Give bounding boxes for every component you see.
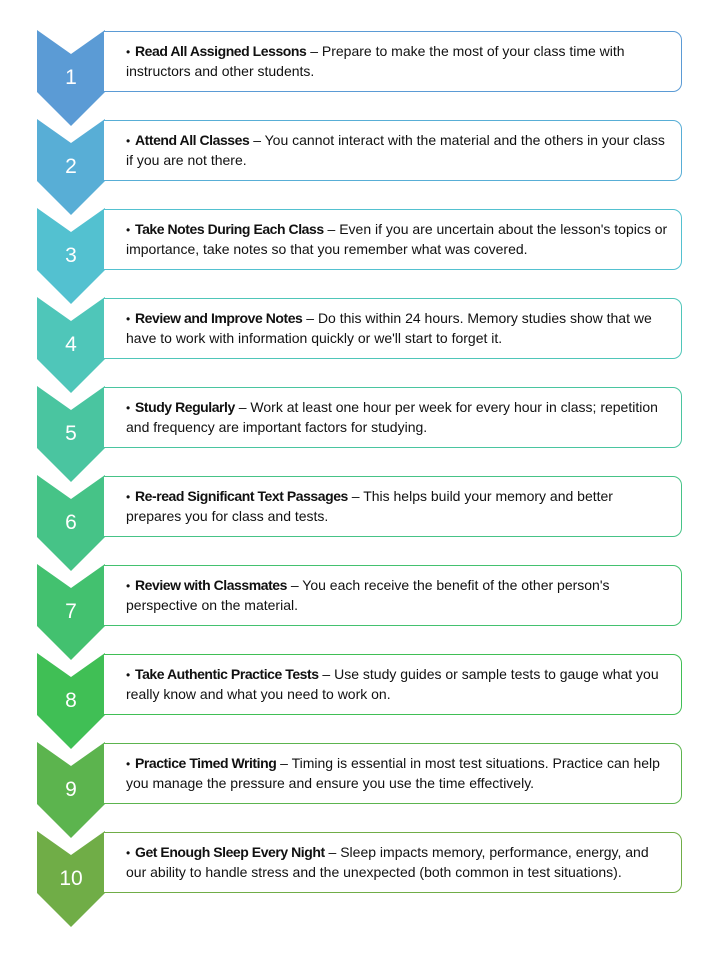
step-card xyxy=(104,832,682,893)
bullet-icon: • xyxy=(126,312,131,326)
step-title: Get Enough Sleep Every Night xyxy=(135,844,325,860)
step-number: 4 xyxy=(65,333,77,356)
step-text: – Prepare to make the most of your class time with instructors and other students. xyxy=(126,43,625,79)
step-title: Read All Assigned Lessons xyxy=(135,43,307,59)
step-10 xyxy=(0,831,720,920)
step-number: 6 xyxy=(65,511,77,534)
step-4 xyxy=(0,297,720,386)
step-2 xyxy=(0,119,720,208)
step-card xyxy=(104,387,682,448)
step-title: Practice Timed Writing xyxy=(135,755,277,771)
step-number: 7 xyxy=(65,600,77,623)
step-description xyxy=(126,487,671,525)
step-description xyxy=(126,576,671,614)
step-7 xyxy=(0,564,720,653)
step-text: – This helps build your memory and better prepares you for class and tests. xyxy=(126,488,613,524)
step-text: – Even if you are uncertain about the lesson's topics or importance, take notes so that you remember what was covered. xyxy=(126,221,668,257)
step-card xyxy=(104,743,682,804)
step-card xyxy=(104,31,682,92)
step-card xyxy=(104,209,682,270)
step-description xyxy=(126,754,671,792)
step-6 xyxy=(0,475,720,564)
step-text: – Timing is essential in most test situations. Practice can help you manage the pressure and ensure you use the time effectively. xyxy=(126,755,660,791)
step-5 xyxy=(0,386,720,475)
step-1 xyxy=(0,30,720,119)
step-number: 1 xyxy=(65,66,77,89)
step-description xyxy=(126,843,671,881)
step-description xyxy=(126,220,671,258)
step-title: Study Regularly xyxy=(135,399,235,415)
step-description xyxy=(126,309,671,347)
bullet-icon: • xyxy=(126,668,131,682)
step-9 xyxy=(0,742,720,831)
step-title: Take Notes During Each Class xyxy=(135,221,324,237)
step-title: Attend All Classes xyxy=(135,132,250,148)
step-description xyxy=(126,131,671,169)
step-card xyxy=(104,654,682,715)
step-card xyxy=(104,565,682,626)
step-text: – Use study guides or sample tests to gauge what you really know and what you need to work on. xyxy=(126,666,659,702)
bullet-icon: • xyxy=(126,757,131,771)
bullet-icon: • xyxy=(126,45,131,59)
step-text: – Do this within 24 hours. Memory studies show that we have to work with information quickly or we'll start to forget it. xyxy=(126,310,652,346)
step-description xyxy=(126,398,671,436)
step-card xyxy=(104,120,682,181)
step-number: 10 xyxy=(59,867,83,890)
step-number: 8 xyxy=(65,689,77,712)
step-number: 2 xyxy=(65,155,77,178)
step-description xyxy=(126,665,671,703)
step-number: 5 xyxy=(65,422,77,445)
step-title: Review and Improve Notes xyxy=(135,310,303,326)
step-number: 3 xyxy=(65,244,77,267)
step-title: Review with Classmates xyxy=(135,577,287,593)
step-3 xyxy=(0,208,720,297)
bullet-icon: • xyxy=(126,134,131,148)
step-card xyxy=(104,298,682,359)
step-description xyxy=(126,42,671,80)
bullet-icon: • xyxy=(126,401,131,415)
step-text: – Sleep impacts memory, performance, energy, and our ability to handle stress and the unexpected (both common in test situations). xyxy=(126,844,649,880)
bullet-icon: • xyxy=(126,490,131,504)
step-card xyxy=(104,476,682,537)
bullet-icon: • xyxy=(126,846,131,860)
step-title: Re-read Significant Text Passages xyxy=(135,488,348,504)
bullet-icon: • xyxy=(126,579,131,593)
step-text: – Work at least one hour per week for every hour in class; repetition and frequency are important factors for studying. xyxy=(126,399,658,435)
step-title: Take Authentic Practice Tests xyxy=(135,666,319,682)
step-number: 9 xyxy=(65,778,77,801)
step-text: – You cannot interact with the material and the others in your class if you are not there. xyxy=(126,132,665,168)
step-text: – You each receive the benefit of the other person's perspective on the material. xyxy=(126,577,610,613)
step-8 xyxy=(0,653,720,742)
bullet-icon: • xyxy=(126,223,131,237)
